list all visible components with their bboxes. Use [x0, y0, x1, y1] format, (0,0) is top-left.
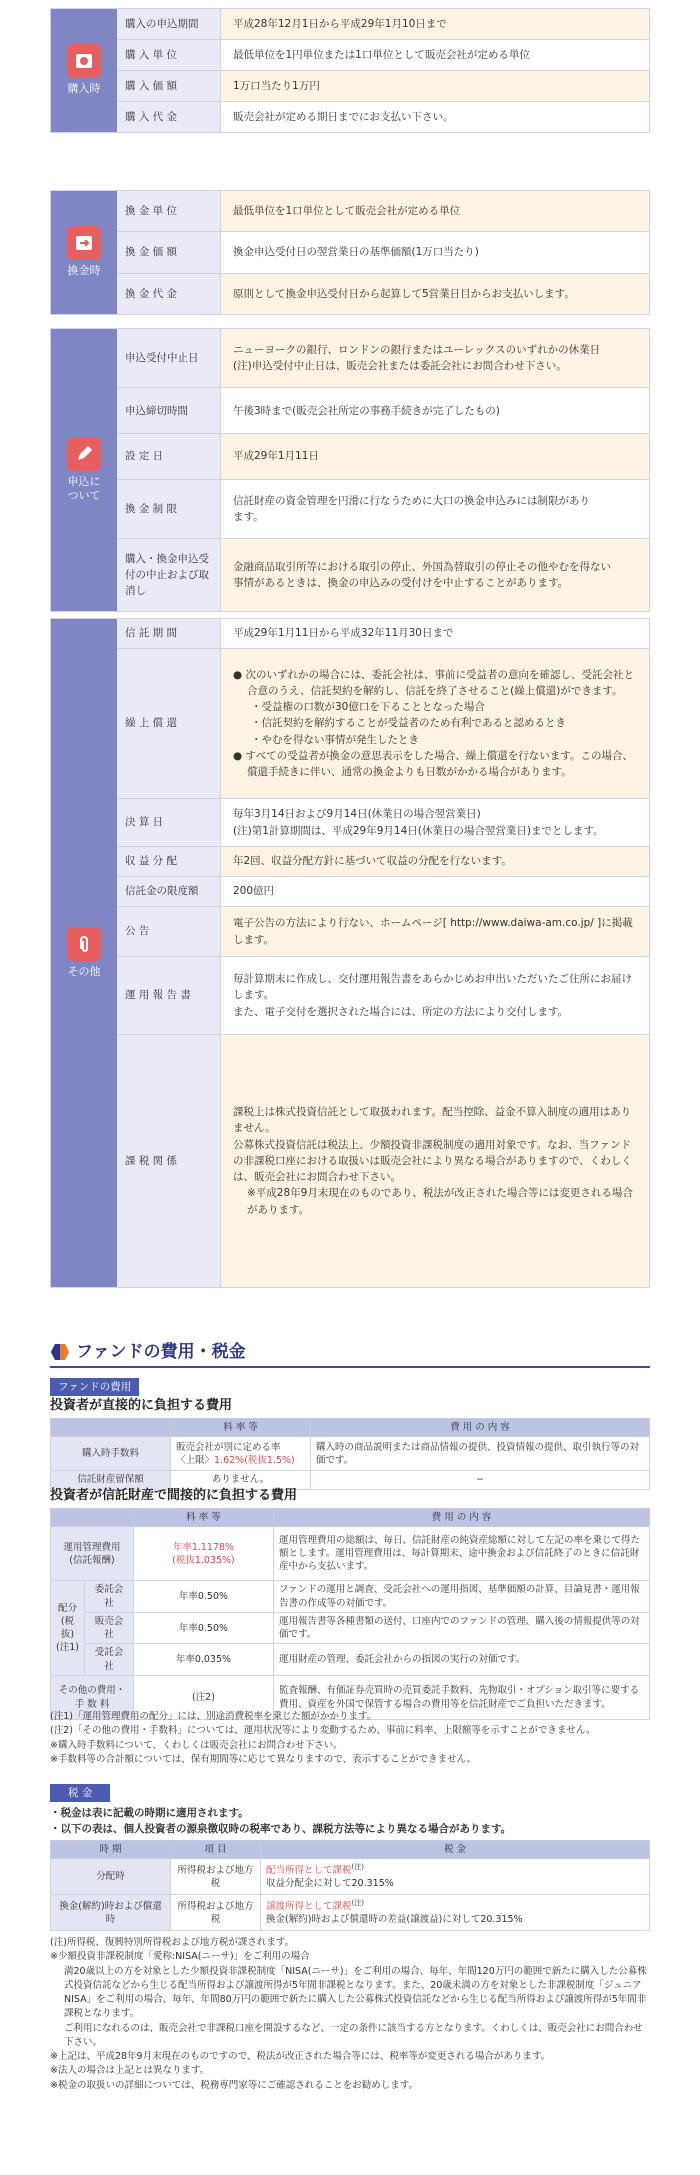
application-category	[51, 329, 117, 611]
paperclip-icon	[67, 927, 101, 961]
tax-note-3: 満20歳以上の方を対象とした少額投資非課税制度「NISA(ニーサ)」をご利用の場合、毎年、年間120万円の範囲で新たに購入した公募株式投資信託などから生じる配当所得および譲渡所得が5年間非課税となります。また、20歳未満の方を対象とした非課税制度「ジュニアNISA」をご利用の場合、毎年、年間80万円の範囲で新たに購入した公募株式投資信託などから生じる配当所得および譲渡所得が5年間非課税となります。	[64, 1965, 647, 2020]
tax-treatment-label: 課 税 関 係	[117, 1035, 221, 1287]
tax-row-0-item: 所得税および地方税	[171, 1859, 261, 1895]
tax-intro-1: ・税金は表に記載の時期に適用されます。	[50, 1807, 249, 1819]
redemption-payment-value: 原則として換金申込受付日から起算して5営業日目からお支払いします。	[233, 287, 575, 300]
indirect-cost-heading: 投資者が信託財産で間接的に負担する費用	[50, 1488, 298, 1503]
early-redemption-bullet2: ● すべての受益者が換金の意思表示をした場合、繰上償還を行ないます。この場合、償還手続きに伴い、通常の換金よりも日数がかかる場合があります。	[233, 749, 633, 779]
tax-row-1-type: 譲渡所得として課税	[266, 1901, 352, 1913]
hexagon-icon	[50, 1342, 70, 1362]
alloc-content-2: 運用財産の管理、委託会社からの指図の実行の対価です。	[273, 1644, 649, 1676]
tax-note-2: ※少額投資非課税制度「愛称:NISA(ニーサ)」をご利用の場合	[50, 1951, 310, 1963]
tax-treatment-line2: 公募株式投資信託は税法上、少額投資非課税制度の適用対象です。なお、当ファンドの非課税口座における取扱いは販売会社により異なる場合がありますので、くわしくは、販売会社にお問合わせ下さい。	[233, 1138, 632, 1184]
tax-note-4: ご利用になれるのは、販売会社で非課税口座を開設するなど、一定の条件に該当する方となります。くわしくは、販売会社にお問合わせ下さい。	[64, 2022, 643, 2048]
distribution-label: 収 益 分 配	[117, 847, 221, 876]
redemption-payment-label: 換 金 代 金	[117, 274, 221, 314]
indirect-empty-header	[51, 1509, 134, 1527]
indirect-rate-header: 料 率 等	[133, 1509, 273, 1527]
tax-intro-2: ・以下の表は、個人投資者の源泉徴収時の税率であり、課税方法等により異なる場合があります。	[50, 1822, 512, 1835]
fee-notes	[50, 1710, 650, 1767]
deadline-value: 午後3時まで(販売会社所定の事務手続きが完了したもの)	[233, 404, 500, 417]
alloc-content-0: ファンドの運用と調査、受託会社への運用指図、基準価額の計算、目論見書・運用報告書の作成等の対価です。	[273, 1581, 649, 1613]
alloc-content-1: 運用報告書等各種書類の送付、口座内でのファンドの管理、購入後の情報提供等の対価です。	[273, 1612, 649, 1644]
fee-note-4: ※手数料等の合計額については、保有期間等に応じて異なりますので、表示することができません。	[50, 1753, 477, 1765]
purchase-period-label: 購入の申込期間	[117, 9, 221, 39]
purchase-icon	[67, 44, 101, 78]
report-line2: また、電子交付を選択された場合には、所定の方法により交付します。	[233, 1005, 569, 1018]
cancellation-line1: 金融商品取引所等における取引の停止、外国為替取引の停止その他やむを得ない	[233, 560, 611, 573]
mgmt-fee-label-line2: (信託報酬)	[69, 1554, 115, 1566]
tax-note-5: ※上記は、平成28年9月末現在のものですので、税法が改正された場合等には、税率等が変更される場合があります。	[50, 2051, 551, 2062]
settlement-line2: (注)第1計算期間は、平成29年9月14日(休業日の場合翌営業日)までとします。	[233, 824, 604, 837]
purchase-period-value: 平成28年12月1日から平成29年1月10日まで	[233, 17, 447, 30]
redemption-icon	[67, 226, 101, 260]
mgmt-fee-rate-line1: 年率1.1178%	[172, 1541, 235, 1553]
other-fee-content: 監査報酬、有価証券売買時の売買委託手数料、先物取引・オプション取引等に要する費用、資産を外国で保管する場合の費用等を信託財産でご負担いただきます。	[273, 1676, 649, 1720]
other-category-label: その他	[67, 964, 101, 978]
mgmt-fee-label-line1: 運用管理費用	[63, 1541, 121, 1553]
tax-table	[50, 1840, 650, 1931]
indirect-cost-table	[50, 1508, 650, 1720]
purchase-price-value: 1万口当たり1万円	[233, 79, 320, 92]
fee-note-1: (注1)「運用管理費用の配分」には、別途消費税率を乗じた額がかかります。	[50, 1711, 377, 1722]
alloc-rate-2: 年率0.035%	[133, 1644, 273, 1676]
mgmt-fee-rate	[133, 1527, 273, 1581]
other-fee-label-line2: 手 数 料	[74, 1698, 110, 1710]
purchase-fee-rate	[171, 1437, 311, 1471]
retention-content: −	[311, 1471, 650, 1489]
purchase-price-label: 購 入 価 額	[117, 71, 221, 101]
early-redemption-sub2: ・信託契約を解約することが受益者のため有利であると認めるとき	[251, 717, 566, 730]
fees-title	[50, 1338, 650, 1368]
tax-row-1-tax	[261, 1895, 650, 1931]
cancellation-label: 購入・換金申込受付の中止および取消し	[117, 539, 221, 611]
direct-cost-heading: 投資者が直接的に負担する費用	[50, 1398, 233, 1413]
tax-row-0-time: 分配時	[51, 1859, 171, 1895]
early-redemption-sub1: ・受益権の口数が30億口を下ることとなった場合	[251, 701, 485, 714]
alloc-who-0: 委託会社	[85, 1581, 134, 1613]
redemption-unit-label: 換 金 単 位	[117, 191, 221, 231]
tax-tag: 税 金	[50, 1784, 110, 1802]
fees-title-text: ファンドの費用・税金	[76, 1341, 246, 1362]
notice-label: 公 告	[117, 907, 221, 956]
redemption-price-value: 換金申込受付日の翌営業日の基準価額(1万口当たり)	[233, 246, 479, 259]
early-redemption-label: 繰 上 償 還	[117, 649, 221, 798]
purchase-unit-value: 最低単位を1円単位または1口単位として販売会社が定める単位	[233, 48, 530, 61]
tax-time-header: 時 期	[51, 1841, 171, 1859]
report-line1: 毎計算期末に作成し、交付運用報告書をあらかじめお申出いただいたご住所にお届けします。	[233, 973, 632, 1002]
pen-icon	[67, 437, 101, 471]
other-category	[51, 619, 117, 1287]
setup-date-label: 設 定 日	[117, 434, 221, 479]
alloc-rate-1: 年率0.50%	[133, 1612, 273, 1644]
tax-row-0-sup: (注)	[351, 1862, 364, 1871]
direct-content-header: 費 用 の 内 容	[311, 1419, 650, 1437]
settlement-line1: 毎年3月14日および9月14日(休業日の場合翌営業日)	[233, 808, 481, 821]
purchase-fee-content: 購入時の商品説明または商品情報の提供、投資情報の提供、取引執行等の対価です。	[311, 1437, 650, 1471]
suspension-date-note: (注)申込受付中止日は、販売会社または委託会社にお問合わせ下さい。	[233, 360, 567, 373]
application-section	[50, 328, 650, 612]
tax-item-header: 項 目	[171, 1841, 261, 1859]
tax-intro	[50, 1806, 650, 1838]
alloc-who-1: 販売会社	[85, 1612, 134, 1644]
application-category-line2: ついて	[67, 489, 101, 502]
other-fee-rate: (注2)	[133, 1676, 273, 1720]
suspension-date-label: 申込受付中止日	[117, 329, 221, 387]
redemption-section	[50, 190, 650, 315]
tax-treatment-line1: 課税上は株式投資信託として取扱われます。配当控除、益金不算入制度の適用はありません。	[233, 1106, 632, 1135]
report-label: 運 用 報 告 書	[117, 957, 221, 1034]
purchase-fee-rate-line1: 販売会社が別に定める率	[176, 1441, 281, 1453]
purchase-section	[50, 8, 650, 133]
purchase-payment-value: 販売会社が定める期日までにお支払い下さい。	[233, 110, 454, 123]
trust-period-label: 信 託 期 間	[117, 619, 221, 648]
redemption-category	[51, 191, 117, 314]
settlement-label: 決 算 日	[117, 799, 221, 846]
notice-value: 電子公告の方法により行ない、ホームページ[ http://www.daiwa-am.co.jp/ ]に掲載します。	[233, 917, 633, 946]
fees-tag: ファンドの費用	[50, 1378, 139, 1396]
purchase-fee-cap: 1.62%(税抜1.5%)	[214, 1454, 295, 1466]
cancellation-line2: 事情があるときは、換金の申込みの受付けを中止することがあります。	[233, 577, 569, 590]
trust-limit-value: 200億円	[233, 885, 275, 898]
tax-tax-header: 税 金	[261, 1841, 650, 1859]
retention-label: 信託財産留保額	[51, 1471, 171, 1489]
direct-rate-header: 料 率 等	[171, 1419, 311, 1437]
suspension-date-line: ニューヨークの銀行、ロンドンの銀行またはユーレックスのいずれかの休業日	[233, 343, 601, 356]
redemption-limit-line1: 信託財産の資金管理を円滑に行なうために大口の換金申込みには制限があり	[233, 494, 590, 507]
tax-row-0-tax	[261, 1859, 650, 1895]
early-redemption-bullet1: ● 次のいずれかの場合には、委託会社は、事前に受益者の意向を確認し、受託会社と合意のうえ、信託契約を解約し、信託を終了させること(繰上償還)ができます。	[233, 668, 634, 697]
alloc-label: 配分(税抜)(注1)	[51, 1581, 85, 1676]
tax-note-6: ※法人の場合は上記とは異なります。	[50, 2065, 210, 2077]
mgmt-fee-content: 運用管理費用の総額は、毎日、信託財産の純資産総額に対して左記の率を乗じて得た額とします。運用管理費用は、毎計算期末、途中換金および信託終了のときに信託財産中から支払います。	[273, 1527, 649, 1581]
purchase-category	[51, 9, 117, 132]
purchase-unit-label: 購 入 単 位	[117, 40, 221, 70]
redemption-limit-line2: ます。	[233, 511, 264, 524]
mgmt-fee-label	[51, 1527, 134, 1581]
trust-limit-label: 信託金の限度額	[117, 877, 221, 906]
purchase-payment-label: 購 入 代 金	[117, 102, 221, 132]
purchase-fee-cap-label: 〈上限〉	[176, 1454, 215, 1466]
tax-notes	[50, 1936, 650, 2093]
purchase-category-label: 購入時	[67, 82, 101, 96]
purchase-fee-label: 購入時手数料	[51, 1437, 171, 1471]
fee-note-3: ※購入時手数料について、くわしくは販売会社にお問合わせ下さい。	[50, 1739, 343, 1751]
direct-empty-header	[51, 1419, 171, 1437]
application-category-line1: 申込に	[67, 474, 101, 488]
direct-cost-table	[50, 1418, 650, 1490]
alloc-who-2: 受託会社	[85, 1644, 134, 1676]
alloc-rate-0: 年率0.50%	[133, 1581, 273, 1613]
fee-note-2: (注2)「その他の費用・手数料」については、運用状況等により変動するため、事前に料率、上限額等を示すことができません。	[50, 1725, 596, 1737]
tax-treatment-note: ※平成28年9月末現在のものであり、税法が改正された場合等には変更される場合があります。	[247, 1187, 633, 1216]
other-fee-label-line1: その他の費用・	[58, 1685, 126, 1697]
tax-row-1-time: 換金(解約)時および償還時	[51, 1895, 171, 1931]
indirect-content-header: 費 用 の 内 容	[273, 1509, 649, 1527]
mgmt-fee-rate-line2: (税抜1.035%)	[172, 1554, 235, 1566]
retention-rate: ありません。	[171, 1471, 311, 1489]
redemption-category-label: 換金時	[67, 264, 101, 278]
setup-date-value: 平成29年1月11日	[233, 450, 319, 463]
tax-row-1-item: 所得税および地方税	[171, 1895, 261, 1931]
tax-row-1-detail: 換金(解約)時および償還時の差益(譲渡益)に対して20.315%	[266, 1914, 523, 1926]
redemption-limit-label: 換 金 制 限	[117, 480, 221, 538]
tax-note-7: ※税金の取扱いの詳細については、税務専門家等にご確認されることをお勧めします。	[50, 2079, 419, 2091]
tax-row-0-type: 配当所得として課税	[266, 1865, 352, 1877]
tax-note-1: (注)所得税、復興特別所得税および地方税が課されます。	[50, 1937, 295, 1948]
redemption-unit-value: 最低単位を1口単位として販売会社が定める単位	[233, 205, 461, 218]
early-redemption-sub3: ・やむを得ない事情が発生したとき	[251, 733, 419, 746]
redemption-price-label: 換 金 価 額	[117, 232, 221, 272]
distribution-value: 年2回、収益分配方針に基づいて収益の分配を行ないます。	[233, 855, 512, 868]
trust-period-value: 平成29年1月11日から平成32年11月30日まで	[233, 627, 454, 640]
other-section	[50, 618, 650, 1288]
tax-row-1-sup: (注)	[351, 1898, 364, 1907]
tax-row-0-detail: 収益分配金に対して20.315%	[266, 1878, 394, 1890]
deadline-label: 申込締切時間	[117, 388, 221, 433]
